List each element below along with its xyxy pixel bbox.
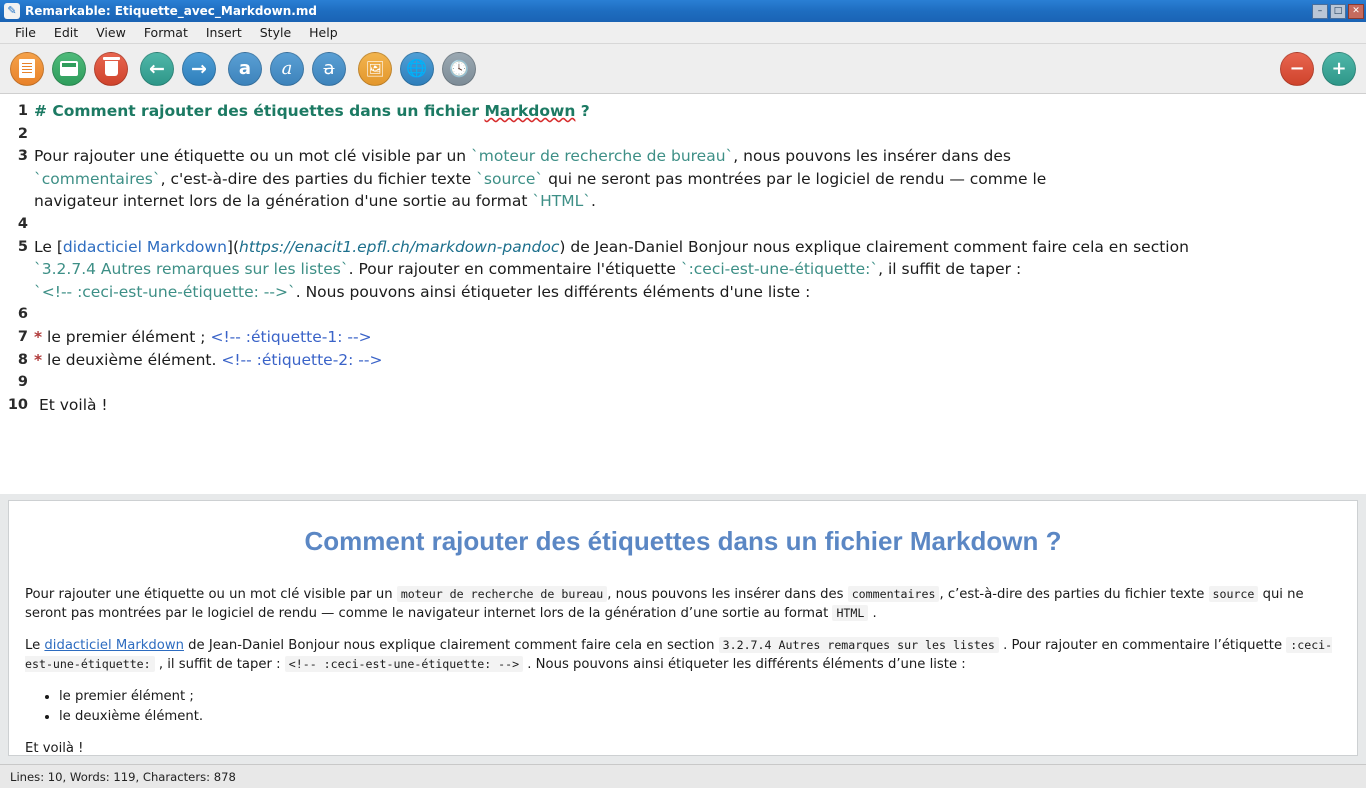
html-comment: <!-- :étiquette-2: --> <box>221 350 383 369</box>
line-number: 6 <box>17 306 28 323</box>
toolbar-history-group <box>140 52 216 86</box>
editor-line <box>0 394 1366 417</box>
line-content-paragraph[interactable] <box>34 145 1366 213</box>
inline-code: `3.2.7.4 Autres remarques sur les listes` <box>34 260 349 279</box>
inline-code: `<!-- :ceci-est-une-étiquette: -->` <box>34 282 296 301</box>
toolbar-file-group <box>10 52 128 86</box>
text-run: de Jean-Daniel Bonjour nous explique clairement comment faire cela en section <box>183 637 719 653</box>
menubar <box>0 22 1366 44</box>
line-content-blank[interactable] <box>34 213 1366 236</box>
markdown-editor[interactable] <box>0 94 1366 494</box>
new-document-button[interactable] <box>10 52 44 86</box>
text-run: . Pour rajouter en commentaire l’étiquette <box>998 637 1287 653</box>
text-run: Pour rajouter une étiquette ou un mot clé visible par un <box>25 586 397 602</box>
line-content-paragraph[interactable] <box>34 236 1366 304</box>
window-icon <box>60 61 78 76</box>
italic-button[interactable] <box>270 52 304 86</box>
editor-line <box>0 145 1366 213</box>
editor-line <box>0 236 1366 304</box>
arrow-left-icon: ← <box>149 57 165 80</box>
document-icon <box>19 59 35 78</box>
text-run: qui ne seront pas montrées par le logiciel de rendu — comme le navigateur internet lors de la génération d’une sortie au format <box>25 586 1304 621</box>
line-number: 10 <box>7 396 28 413</box>
text-run: qui ne seront pas montrées par le logiciel de rendu — comme le <box>543 169 1047 188</box>
maximize-button[interactable]: □ <box>1330 4 1346 19</box>
line-number: 3 <box>17 148 28 165</box>
italic-a-icon: a <box>281 58 293 79</box>
window-title: Remarkable: Etiquette_avec_Markdown.md <box>25 4 317 18</box>
text-run: Pour rajouter une étiquette ou un mot clé visible par un <box>34 147 472 166</box>
text-run: . Nous pouvons ainsi étiqueter les différents éléments d’une liste : <box>523 657 966 673</box>
line-content-heading[interactable]: # Comment rajouter des étiquettes dans un fichier Markdown ? <box>34 102 590 120</box>
statusbar-text: Lines: 10, Words: 119, Characters: 878 <box>10 769 236 784</box>
strikethrough-button[interactable] <box>312 52 346 86</box>
editor-line <box>0 213 1366 236</box>
arrow-right-icon: → <box>191 57 207 80</box>
inline-code: 3.2.7.4 Autres remarques sur les listes <box>719 637 999 653</box>
delete-button[interactable] <box>94 52 128 86</box>
image-icon: 🖼 <box>365 59 385 78</box>
list-item: • le premier élément ; <box>59 687 1341 706</box>
line-content-list-item[interactable] <box>34 349 1366 372</box>
menu-insert[interactable]: Insert <box>205 25 242 40</box>
menu-file[interactable]: File <box>15 25 36 40</box>
preview-title: Comment rajouter des étiquettes dans un fichier Markdown ? <box>304 526 1062 556</box>
editor-line <box>0 303 1366 326</box>
text-run: , c'est-à-dire des parties du fichier texte <box>160 169 477 188</box>
inline-code: `:ceci-est-une-étiquette:` <box>680 260 879 279</box>
strikethrough-a-icon: a <box>323 58 335 79</box>
insert-link-button[interactable] <box>400 52 434 86</box>
inline-code: source <box>1209 586 1259 602</box>
inline-code: moteur de recherche de bureau <box>397 586 607 602</box>
editor-line <box>0 123 1366 146</box>
window-controls <box>1312 4 1364 19</box>
insert-time-button[interactable] <box>442 52 476 86</box>
line-number: 1 <box>17 103 28 119</box>
text-run: Et voilà ! <box>38 395 108 414</box>
bold-button[interactable] <box>228 52 262 86</box>
globe-icon: 🌐 <box>406 58 428 79</box>
inline-code: `commentaires` <box>34 169 161 188</box>
statusbar <box>0 764 1366 788</box>
editor-line <box>0 371 1366 394</box>
link-url[interactable]: https://enacit1.epfl.ch/markdown-pandoc <box>239 237 560 256</box>
text-run: , nous pouvons les insérer dans des <box>733 147 1011 166</box>
text-run: , c’est-à-dire des parties du fichier texte <box>939 586 1209 602</box>
toolbar-insert-group <box>358 52 476 86</box>
zoom-in-icon: + <box>1331 58 1347 79</box>
text-run: , il suffit de taper : <box>878 260 1022 279</box>
text-run: Le <box>25 637 45 653</box>
zoom-out-icon: − <box>1289 58 1305 79</box>
zoom-out-button[interactable] <box>1280 52 1314 86</box>
text-run: navigateur internet lors de la génération d'une sortie au format <box>34 192 533 211</box>
inline-code: HTML <box>832 605 868 621</box>
line-content-blank[interactable] <box>34 371 1366 394</box>
menu-format[interactable]: Format <box>143 25 188 40</box>
list-bullet: * <box>34 350 43 369</box>
menu-help[interactable]: Help <box>309 25 338 40</box>
line-number: 8 <box>17 351 28 368</box>
line-content-list-item[interactable] <box>34 326 1366 349</box>
line-content-blank[interactable] <box>34 123 1366 146</box>
spellcheck-word: Markdown <box>484 102 576 120</box>
text-run: ) de Jean-Daniel Bonjour nous explique clairement comment faire cela en section <box>559 237 1194 256</box>
clock-icon: 🕓 <box>449 59 469 78</box>
line-number: 7 <box>17 328 28 345</box>
inline-code: `HTML` <box>532 192 592 211</box>
preview-paragraph-3: Et voilà ! <box>25 740 84 756</box>
undo-button[interactable] <box>140 52 174 86</box>
minimize-button[interactable]: – <box>1312 4 1328 19</box>
text-run: . Pour rajouter en commentaire l'étiquette <box>348 260 681 279</box>
toolbar-format-group <box>228 52 346 86</box>
line-number: 5 <box>17 238 28 255</box>
line-content-blank[interactable] <box>34 303 1366 326</box>
inline-code: commentaires <box>848 586 940 602</box>
preview-paragraph-1 <box>25 585 1341 623</box>
preview-pane-wrapper <box>0 494 1366 764</box>
list-bullet: * <box>34 327 43 346</box>
window-titlebar <box>0 0 1366 22</box>
insert-image-button[interactable] <box>358 52 392 86</box>
close-button[interactable]: ✕ <box>1348 4 1364 19</box>
preview-paragraph-2 <box>25 636 1341 674</box>
line-number: 4 <box>17 215 28 232</box>
text-run: . Nous pouvons ainsi étiqueter les différents éléments d'une liste : <box>295 282 811 301</box>
menu-edit[interactable]: Edit <box>53 25 79 40</box>
editor-line <box>0 326 1366 349</box>
app-icon: ✎ <box>4 3 20 19</box>
toolbar <box>0 44 1366 94</box>
line-number: 9 <box>17 374 28 391</box>
zoom-in-button[interactable] <box>1322 52 1356 86</box>
inline-code: `source` <box>476 169 544 188</box>
inline-code: <!-- :ceci-est-une-étiquette: --> <box>285 656 523 672</box>
inline-code: `moteur de recherche de bureau` <box>471 147 734 166</box>
list-item: • le deuxième élément. <box>59 707 1341 726</box>
preview-pane[interactable] <box>8 500 1358 756</box>
line-content-paragraph[interactable] <box>34 394 1366 417</box>
text-run: le premier élément ; <box>42 327 211 346</box>
text-run: . <box>591 192 596 211</box>
text-run: ]( <box>226 237 240 256</box>
line-number: 2 <box>17 125 28 142</box>
open-window-button[interactable] <box>52 52 86 86</box>
text-run: . <box>868 605 877 621</box>
editor-line <box>0 100 1366 123</box>
inline-code: :ceci-est-une-étiquette: <box>25 637 1333 672</box>
editor-line <box>0 349 1366 372</box>
toolbar-zoom-group <box>1280 52 1356 86</box>
text-run: , il suffit de taper : <box>154 657 285 673</box>
text-run: le deuxième élément. <box>42 350 222 369</box>
link-label[interactable]: didacticiel Markdown <box>62 237 227 256</box>
bold-a-icon: a <box>238 58 252 79</box>
preview-link[interactable]: didacticiel Markdown <box>44 637 184 653</box>
trash-icon <box>105 61 118 76</box>
text-run: , nous pouvons les insérer dans des <box>607 586 848 602</box>
preview-list <box>25 687 1341 726</box>
redo-button[interactable] <box>182 52 216 86</box>
text-run: Le [ <box>34 237 63 256</box>
menu-style[interactable]: Style <box>259 25 292 40</box>
html-comment: <!-- :étiquette-1: --> <box>210 327 372 346</box>
menu-view[interactable]: View <box>96 25 126 40</box>
